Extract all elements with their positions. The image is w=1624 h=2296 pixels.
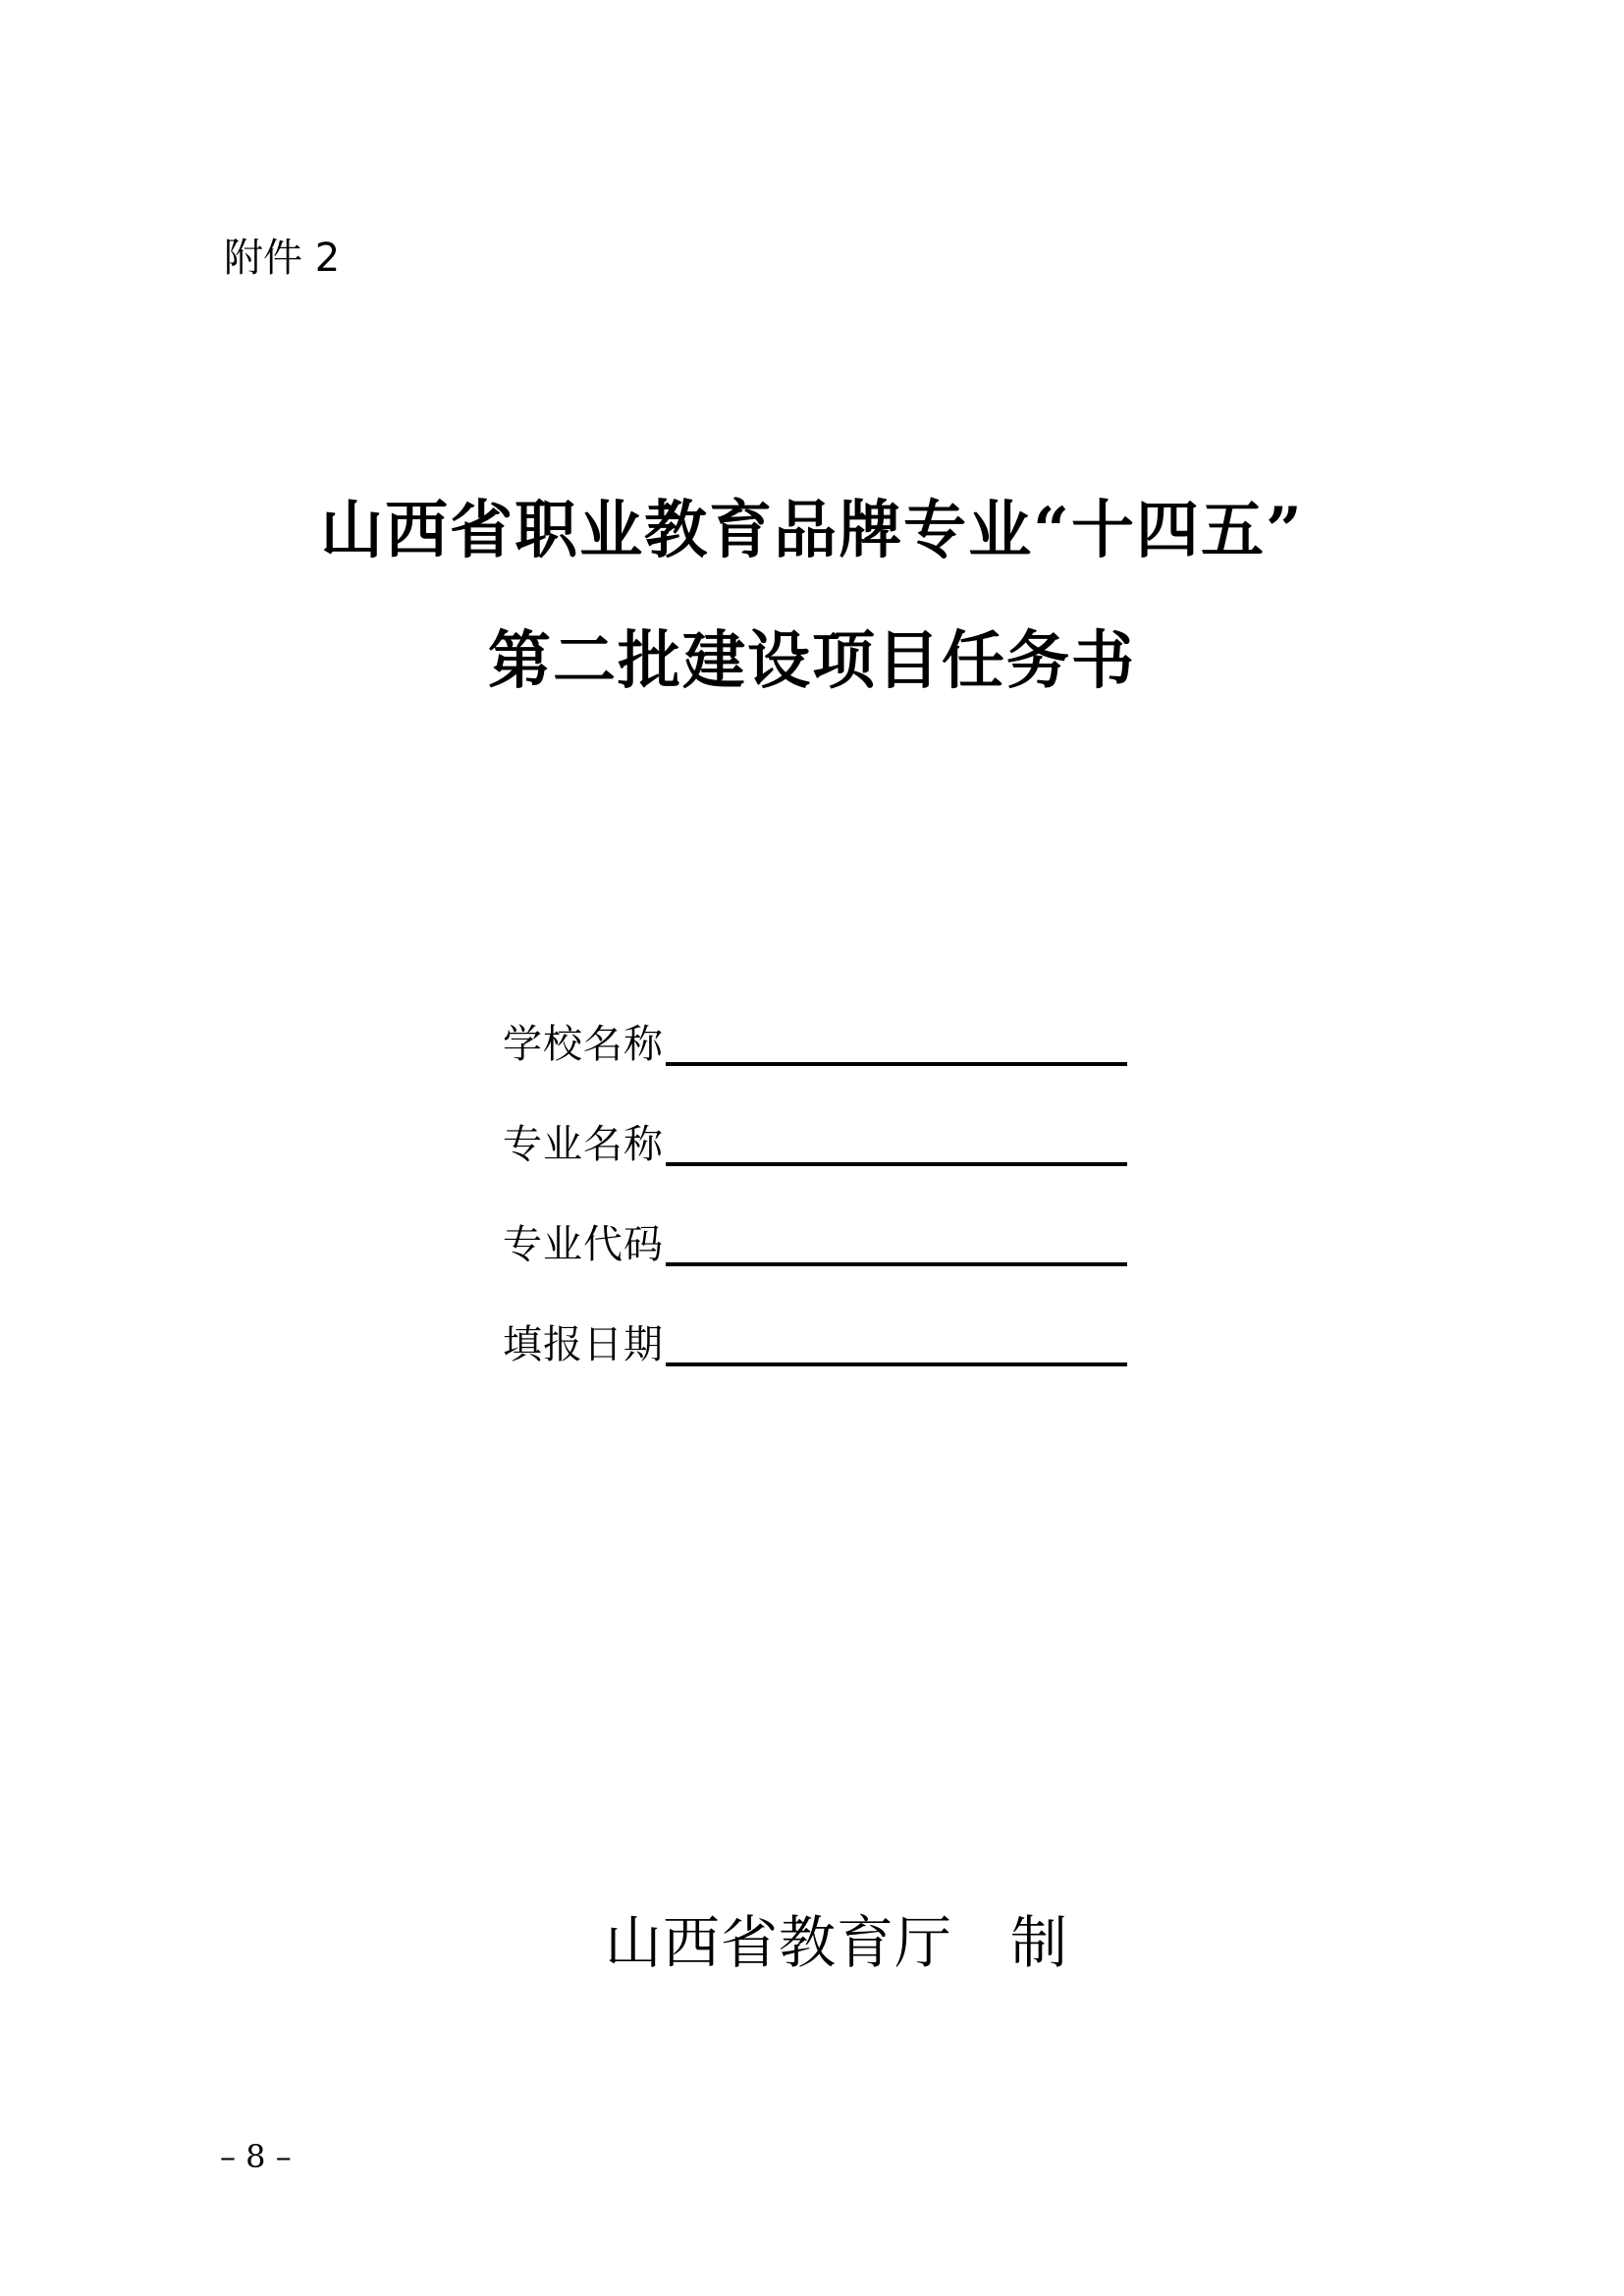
major-code-blank xyxy=(666,1221,1127,1266)
fill-date-blank xyxy=(666,1321,1127,1366)
form-field-row-major-code xyxy=(503,1223,1127,1266)
form-field-row-fill-date xyxy=(503,1323,1127,1366)
issuer-line: 山西省教育厅 制 xyxy=(605,1909,1069,1976)
major-code-label: 专业代码 xyxy=(503,1222,664,1267)
attachment-label: 附件 2 xyxy=(224,236,341,281)
school-name-label: 学校名称 xyxy=(503,1022,664,1067)
major-name-label: 专业名称 xyxy=(503,1122,664,1167)
fill-date-label: 填报日期 xyxy=(503,1322,664,1367)
page-number: – 8 – xyxy=(220,2138,292,2175)
cover-form-block xyxy=(503,1023,1127,1423)
document-title-line-1: 山西省职业教育品牌专业“十四五” xyxy=(320,494,1304,567)
form-field-row-major-name xyxy=(503,1123,1127,1166)
school-name-blank xyxy=(666,1021,1127,1066)
document-title-line-2: 第二批建设项目任务书 xyxy=(488,624,1136,698)
major-name-blank xyxy=(666,1121,1127,1166)
form-field-row-school-name xyxy=(503,1023,1127,1066)
